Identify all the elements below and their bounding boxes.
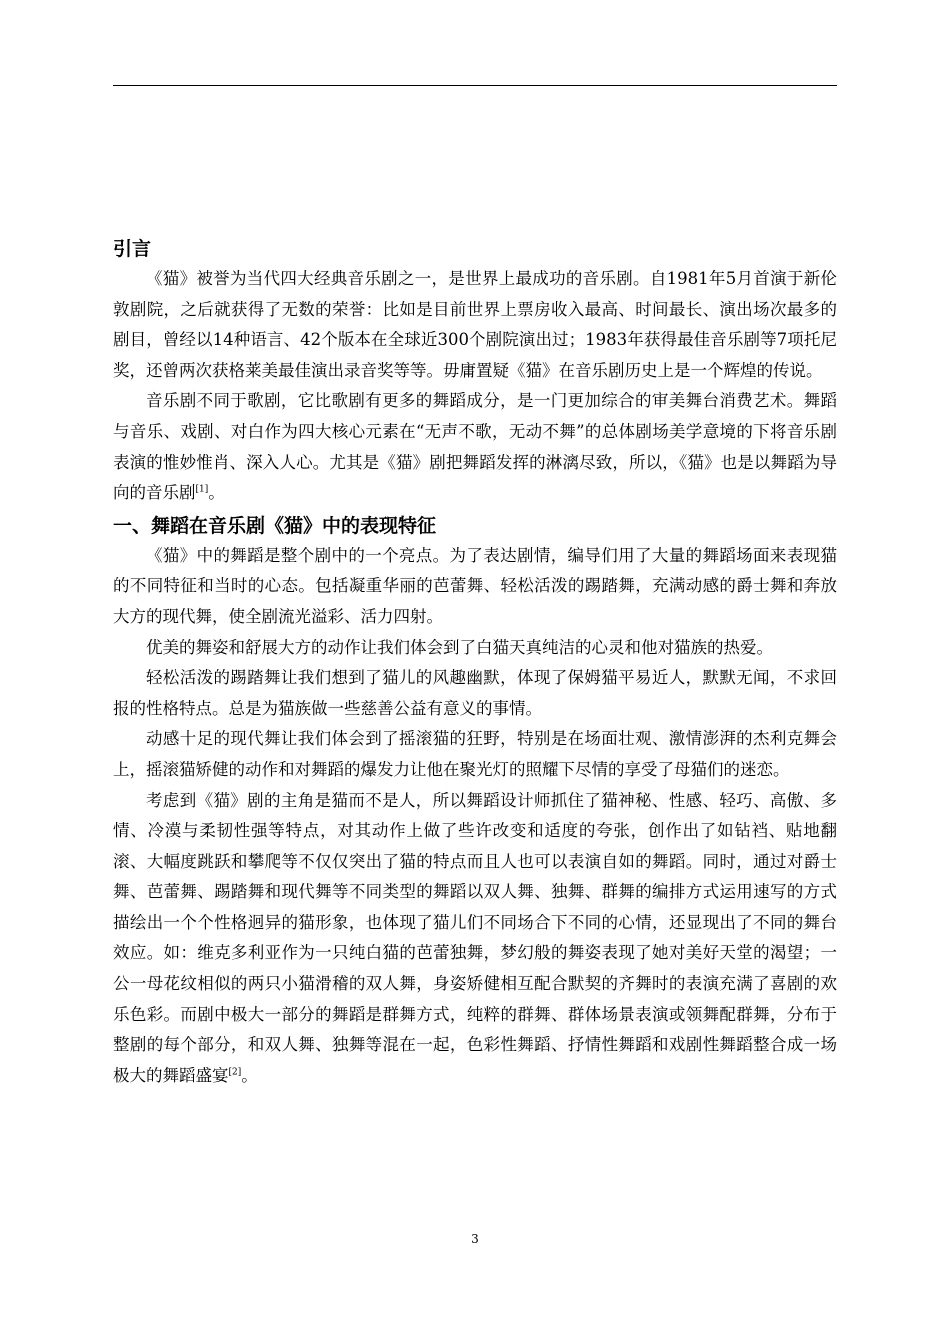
section-paragraph: 轻松活泼的踢踏舞让我们想到了猫儿的风趣幽默，体现了保姆猫平易近人，默默无闻，不求回报的性格特点。总是为猫族做一些慈善公益有意义的事情。: [113, 668, 837, 718]
page-content: [113, 234, 837, 1091]
intro-paragraph: 《猫》被誉为当代四大经典音乐剧之一，是世界上最成功的音乐剧。自1981年5月首演于新伦敦剧院，之后就获得了无数的荣誉：比如是目前世界上票房收入最高、时间最长、演出场次最多的剧目，曾经以14种语言、42个版本在全球近300个剧院演出过；1983年获得最佳音乐剧等7项托尼奖，还曾两次获格莱美最佳演出录音奖等等。毋庸置疑《猫》在音乐剧历史上是一个辉煌的传说。: [113, 269, 837, 380]
section-paragraph: 《猫》中的舞蹈是整个剧中的一个亮点。为了表达剧情，编导们用了大量的舞蹈场面来表现猫的不同特征和当时的心态。包括凝重华丽的芭蕾舞、轻松活泼的踢踏舞，充满动感的爵士舞和奔放大方的现代舞，使全剧流光溢彩、活力四射。: [113, 545, 837, 626]
page-number: 3: [471, 1232, 479, 1246]
citation-ref: [1]: [195, 484, 209, 495]
intro-heading: 引言: [113, 238, 152, 260]
section-heading: 一、舞蹈在音乐剧《猫》中的表现特征: [113, 514, 437, 537]
intro-paragraph: 音乐剧不同于歌剧，它比歌剧有更多的舞蹈成分，是一门更加综合的审美舞台消费艺术。舞蹈与音乐、戏剧、对白作为四大核心元素在“无声不歌，无动不舞”的总体剧场美学意境的下将音乐剧表演的惟妙惟肖、深入人心。尤其是《猫》剧把舞蹈发挥的淋漓尽致，所以，《猫》也是以舞蹈为导向的音乐剧[1]。: [113, 391, 837, 503]
section-paragraph: 考虑到《猫》剧的主角是猫而不是人，所以舞蹈设计师抓住了猫神秘、性感、轻巧、高傲、多情、冷漠与柔韧性强等特点，对其动作上做了些许改变和适度的夸张，创作出了如钻裆、贴地翻滚、大幅度跳跃和攀爬等不仅仅突出了猫的特点而且人也可以表演自如的舞蹈。同时，通过对爵士舞、芭蕾舞、踢踏舞和现代舞等不同类型的舞蹈以双人舞、独舞、群舞的编排方式运用速写的方式描绘出一个个性格迥异的猫形象，也体现了猫儿们不同场合下不同的心情，还显现出了不同的舞台效应。如：维克多利亚作为一只纯白猫的芭蕾独舞，梦幻般的舞姿表现了她对美好天堂的渴望；一公一母花纹相似的两只小猫滑稽的双人舞，身姿矫健相互配合默契的齐舞时的表演充满了喜剧的欢乐色彩。而剧中极大一部分的舞蹈是群舞方式，纯粹的群舞、群体场景表演或领舞配群舞，分布于整剧的每个部分，和双人舞、独舞等混在一起，色彩性舞蹈、抒情性舞蹈和戏剧性舞蹈整合成一场极大的舞蹈盛宴[2]。: [113, 790, 837, 1085]
citation-ref: [2]: [228, 1067, 242, 1078]
section-paragraph: 优美的舞姿和舒展大方的动作让我们体会到了白猫天真纯洁的心灵和他对猫族的热爱。: [146, 637, 773, 657]
section-paragraph: 动感十足的现代舞让我们体会到了摇滚猫的狂野，特别是在场面壮观、激情澎湃的杰利克舞会上，摇滚猫矫健的动作和对舞蹈的爆发力让他在聚光灯的照耀下尽情的享受了母猫们的迷恋。: [113, 729, 837, 779]
header-rule: [113, 85, 837, 86]
